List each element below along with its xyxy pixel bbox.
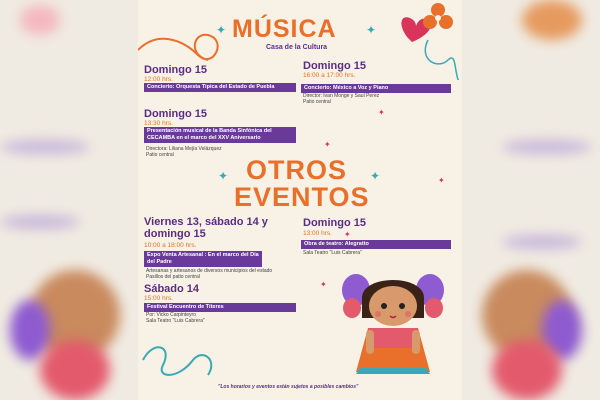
bottom-teal-swirl	[138, 330, 228, 400]
star-icon: ✦	[324, 140, 331, 149]
event-time: 12:00 hrs.	[144, 76, 173, 83]
doll-arm-right	[412, 330, 420, 354]
star-icon: ✦	[344, 230, 351, 239]
musica-title: MÚSICA	[232, 15, 337, 43]
doll-eye-left	[381, 303, 387, 309]
doll-arm-left	[366, 330, 374, 354]
sparkle-icon: ✦	[218, 169, 229, 183]
blurred-flower-shape	[522, 0, 582, 40]
left-blurred-background	[0, 0, 138, 400]
blurred-doll-ribbon	[10, 300, 50, 360]
event-day: Domingo 15	[303, 60, 366, 72]
event-day: Domingo 15	[303, 217, 366, 229]
teal-swirl	[425, 40, 462, 80]
event-day: Viernes 13, sábado 14 y domingo 15	[144, 216, 268, 240]
event-day: Sábado 14	[144, 283, 200, 295]
event-title-bar: Expo Venta Artesanal : En el marco del Día del Padre	[144, 251, 262, 267]
blurred-heart-shape	[20, 5, 60, 35]
sparkle-icon: ✦	[366, 23, 377, 37]
event-title-bar: Festival Encuentro de Títeres	[144, 303, 296, 312]
doll-hem	[356, 368, 430, 374]
event-detail: Directora: Liliana Mejía Velázquez	[146, 146, 222, 152]
blurred-purple-bar	[502, 140, 592, 154]
blurred-purple-bar-2	[502, 235, 582, 249]
event-time: 13:00 hrs.	[303, 230, 332, 237]
event-detail: Sala Teatro "Luis Cabrera"	[303, 250, 362, 256]
musica-subtitle: Casa de la Cultura	[266, 44, 328, 51]
blurred-doll-dress	[40, 340, 110, 400]
event-time: 10:00 a 18:00 hrs.	[144, 242, 197, 249]
event-detail: Por: Vicko Carpinteyro	[146, 312, 196, 318]
event-detail: Pasillos del patio central	[146, 274, 200, 280]
event-title-bar: Obra de teatro: Alegratto	[301, 240, 451, 249]
blurred-doll-dress	[492, 340, 562, 400]
event-day: Domingo 15	[144, 108, 207, 120]
disclaimer-footer: "Los horarios y eventos están sujetos a posibles cambios"	[218, 384, 359, 390]
doll-cheek	[405, 311, 411, 317]
otros-title: OTROS	[246, 155, 348, 185]
event-time: 15:00 hrs.	[144, 295, 173, 302]
blurred-purple-bar	[0, 140, 90, 154]
sparkle-icon: ✦	[370, 169, 381, 183]
doll-illustration	[338, 268, 448, 378]
event-time: 13:30 hrs.	[144, 120, 173, 127]
event-detail: Patio central	[303, 99, 331, 105]
event-detail: Artesanas y artesanos de diversos municipios del estado	[146, 268, 273, 274]
blurred-purple-bar-2	[0, 215, 80, 229]
eventos-title: EVENTOS	[234, 182, 370, 212]
star-icon: ✦	[438, 176, 445, 185]
doll-face	[369, 286, 417, 326]
star-icon: ✦	[320, 280, 327, 289]
flower-icon	[423, 3, 453, 29]
star-icon: ✦	[378, 108, 385, 117]
doll-cheek	[375, 311, 381, 317]
event-day: Domingo 15	[144, 64, 207, 76]
event-poster	[138, 0, 462, 400]
swirl-line	[138, 35, 218, 60]
event-detail: Patio central	[146, 152, 174, 158]
right-blurred-background	[462, 0, 600, 400]
doll-eye-right	[399, 303, 405, 309]
event-title-bar: Presentación musical de la Banda Sinfónica del CECAMBA en el marco del XXV Aniversario	[144, 127, 296, 143]
event-title-bar: Concierto: México a Voz y Piano	[301, 84, 451, 93]
event-detail: Director: Ivan Monge y Saul Perez	[303, 93, 380, 99]
event-title-bar: Concierto: Orquesta Típica del Estado de Puebla	[144, 83, 296, 92]
sparkle-icon: ✦	[216, 23, 227, 37]
event-time: 16:00 a 17:00 hrs.	[303, 72, 356, 79]
doll-blouse	[368, 328, 418, 348]
event-detail: Sala Teatro "Luis Cabrera"	[146, 318, 205, 324]
